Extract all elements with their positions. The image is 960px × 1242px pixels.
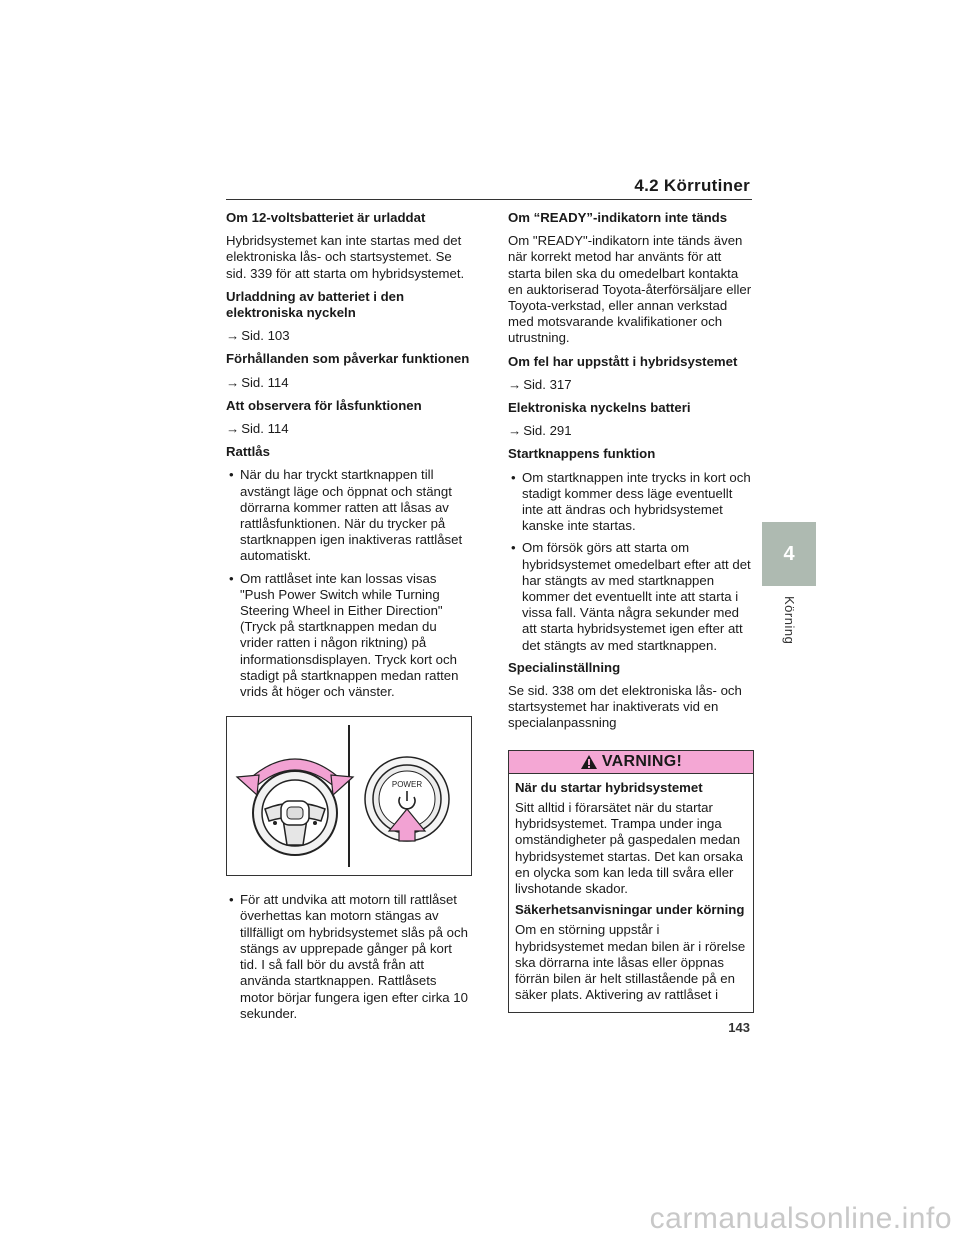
heading-steering-lock: Rattlås (226, 444, 270, 460)
heading-conditions: Förhållanden som påverkar funktionen (226, 351, 470, 367)
left-column (226, 210, 472, 1028)
warning-paragraph-start: Sitt alltid i förarsätet när du startar hybridsystemet. Trampa under inga omständigheter på gaspedalen medan hybridsystemet startas. Det kan orsaka en olycka som kan leda till svåra eller livshotande skador. (515, 799, 743, 896)
bullet-icon: • (229, 570, 234, 586)
power-button-label: POWER (391, 780, 423, 790)
list-item (226, 571, 472, 701)
reference-text: Sid. 114 (241, 421, 289, 437)
heading-special-setting: Specialinställning (508, 659, 621, 675)
list-item-text: Om försök görs att starta om hybridsystemet omedelbart efter att det har stängts av med startknappen kommer det eventuellt inte att starta i vissa fall. Vänta några sekunder med att starta hybridsystemet igen efter att det stängts av med startknappen. (522, 540, 751, 653)
heading-hybrid-fault: Om fel har uppstått i hybridsystemet (508, 353, 738, 369)
arrow-right-icon: → (226, 421, 240, 437)
bullet-icon: • (229, 467, 234, 483)
arrow-right-icon: → (226, 328, 240, 344)
list-item-text: För att undvika att motorn till rattlåset överhettas kan motorn stängas av tillfälligt om hybridsystemet slås på och stängs av upprepade gånger på kort tid. I så fall bör du avstå från att använda startknappen. Rattlåsets motor börjar fungera igen efter cirka 10 sekunder. (240, 892, 468, 1021)
warning-heading-start: När du startar hybridsystemet (515, 779, 703, 795)
start-button-list (508, 470, 754, 654)
reference-text: Sid. 317 (523, 376, 572, 392)
page-number: 143 (728, 1020, 750, 1035)
page-reference[interactable] (226, 375, 472, 391)
warning-triangle-icon (580, 754, 598, 770)
page-reference[interactable] (508, 377, 754, 393)
heading-lock-function: Att observera för låsfunktionen (226, 397, 422, 413)
right-column (508, 210, 754, 1013)
warning-heading-driving: Säkerhetsanvisningar under körning (515, 902, 745, 918)
page-reference[interactable] (226, 328, 472, 344)
arrow-right-icon: → (508, 423, 522, 439)
list-item-text: Om rattlåset inte kan lossas visas "Push Power Switch while Turning Steering Wheel in Either Direction" (Tryck på startknappen medan du vrider ratten i någon riktning) på informationsdisplayen. Tryck kort och stadigt på startknappen medan ratten vrids åt höger och vänster. (240, 570, 459, 700)
warning-title: VARNING! (601, 752, 683, 770)
steering-wheel-icon (253, 771, 337, 855)
bullet-icon: • (229, 892, 234, 908)
list-item (508, 540, 754, 653)
steering-wheel-illustration (226, 716, 472, 876)
warning-body (509, 774, 753, 1013)
list-item (508, 470, 754, 535)
page-reference[interactable] (508, 423, 754, 439)
chapter-tab[interactable] (762, 522, 816, 586)
reference-text: Sid. 103 (241, 328, 290, 344)
chapter-number: 4 (783, 542, 795, 565)
heading-key-battery-drain: Urladdning av batteriet i den elektroniska nyckeln (226, 288, 405, 321)
chapter-label: Körning (782, 596, 797, 645)
steering-lock-list-2 (226, 892, 472, 1022)
heading-key-battery: Elektroniska nyckelns batteri (508, 400, 691, 416)
paragraph-battery-discharged: Hybridsystemet kan inte startas med det elektroniska lås- och startsystemet. Se sid. 339 för att starta om hybridsystemet. (226, 233, 465, 281)
paragraph-special-setting: Se sid. 338 om det elektroniska lås- och startsystemet har inaktiverats vid en specialanpassning (508, 683, 742, 731)
steering-lock-list (226, 467, 472, 700)
watermark: carmanualsonline.info (649, 1202, 952, 1235)
bullet-icon: • (511, 469, 516, 485)
bullet-icon: • (511, 540, 516, 556)
list-item (226, 467, 472, 564)
warning-paragraph-driving: Om en störning uppstår i hybridsystemet medan bilen är i rörelse ska dörrarna inte låsas eller öppnas förrän bilen är helt stillastående på en säker plats. Aktivering av rattlåset i (515, 922, 746, 1003)
steering-power-figure (227, 717, 471, 875)
paragraph-ready-indicator: Om "READY"-indikatorn inte tänds även när korrekt metod har använts för att starta bilen ska du omedelbart kontakta en auktoriserad Toyota-återförsäljare eller Toyota-verkstad, eller annan verkstad med motsvarande kvalifikationer och utrustning. (508, 233, 752, 346)
section-title: 4.2 Körrutiner (634, 176, 750, 195)
list-item-text: När du har tryckt startknappen till avstängt läge och öppnat och stängt dörrarna kommer ratten att låsas av rattlåsfunktionen. När du trycker på startknappen igen inaktiveras rattlåset automatiskt. (240, 467, 463, 564)
arrow-right-icon: → (508, 376, 522, 392)
warning-box (508, 750, 754, 1014)
reference-text: Sid. 114 (241, 374, 289, 390)
list-item (226, 892, 472, 1022)
heading-ready-indicator: Om “READY”-indikatorn inte tänds (508, 210, 728, 225)
page-reference[interactable] (226, 421, 472, 437)
arrow-right-icon: → (226, 374, 240, 390)
heading-battery-discharged: Om 12-voltsbatteriet är urladdat (226, 210, 426, 225)
warning-header (509, 751, 753, 774)
header-rule (226, 199, 752, 200)
heading-start-button-function: Startknappens funktion (508, 446, 656, 462)
reference-text: Sid. 291 (523, 423, 572, 439)
list-item-text: Om startknappen inte trycks in kort och stadigt kommer dess läge eventuellt inte att ändras och hybridsystemet kanske inte startas. (522, 469, 751, 534)
